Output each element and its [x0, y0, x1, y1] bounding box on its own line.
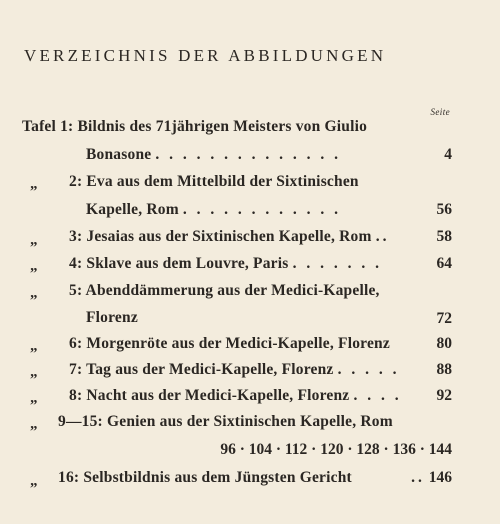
toc-entry-8	[69, 387, 402, 405]
toc-entry-title: Tag aus der Medici-Kapelle, Florenz	[86, 361, 334, 378]
toc-entry-7-page: 88	[436, 361, 452, 378]
toc-entry-4-page: 64	[436, 255, 452, 272]
toc-entry-title: Selbstbildnis aus dem Jüngsten Gericht	[83, 469, 352, 486]
toc-entry-2-line-1	[69, 173, 359, 191]
ditto-mark: „	[30, 232, 38, 248]
toc-entry-label: 16:	[58, 469, 80, 486]
toc-entry-label: 9—15:	[58, 413, 103, 430]
toc-entry-1-line-2	[86, 146, 341, 164]
leader-dots: . . . .	[353, 387, 402, 404]
toc-entry-3	[69, 228, 389, 246]
toc-entry-title: Abenddämmerung aus der Medici-Kapelle,	[85, 282, 380, 299]
toc-entry-6	[69, 335, 390, 353]
toc-entry-label: 6:	[69, 335, 83, 352]
toc-entry-label: Tafel 1:	[22, 118, 74, 135]
leader-dots: . . . . . . . . . . . . . .	[155, 146, 342, 163]
toc-entry-9-15	[58, 413, 393, 431]
toc-entry-8-page: 92	[436, 387, 452, 404]
toc-entry-3-page: 58	[436, 228, 452, 245]
toc-entry-4	[69, 255, 382, 273]
toc-entry-label: 4:	[69, 255, 83, 272]
ditto-mark: „	[30, 176, 38, 192]
ditto-mark: „	[30, 338, 38, 354]
toc-entry-title: Eva aus dem Mittelbild der Sixtinischen	[86, 173, 359, 190]
page-number: 146	[428, 469, 452, 486]
page-column-heading: Seite	[430, 107, 450, 117]
toc-entry-title: Genien aus der Sixtinischen Kapelle, Rom	[107, 413, 393, 430]
ditto-mark: „	[30, 285, 38, 301]
leader-dots: . . . . .	[337, 361, 400, 378]
ditto-mark: „	[30, 473, 38, 489]
toc-entry-5-page: 72	[436, 310, 452, 327]
toc-entry-16-page	[411, 469, 452, 487]
toc-entry-2-line-2	[86, 201, 341, 219]
toc-entry-title: Nacht aus der Medici-Kapelle, Florenz	[86, 387, 350, 404]
toc-entry-6-page: 80	[436, 335, 452, 352]
leader-dots: . . . . . . .	[292, 255, 382, 272]
toc-entry-title-cont: Kapelle, Rom	[86, 201, 179, 218]
toc-entry-7	[69, 361, 399, 379]
toc-entry-title: Sklave aus dem Louvre, Paris	[86, 255, 289, 272]
toc-entry-label: 5:	[69, 282, 83, 299]
toc-entry-title-cont: Bonasone	[86, 146, 152, 163]
toc-entry-title-cont: Florenz	[86, 309, 138, 326]
page-title: VERZEICHNIS DER ABBILDUNGEN	[24, 46, 387, 65]
ditto-mark: „	[30, 416, 38, 432]
ditto-mark: „	[30, 364, 38, 380]
toc-entry-label: 7:	[69, 361, 83, 378]
leader-dots: ..	[411, 469, 425, 486]
toc-entry-label: 2:	[69, 173, 83, 190]
toc-entry-label: 8:	[69, 387, 83, 404]
toc-entry-1-line-1	[22, 118, 367, 136]
toc-entry-title: Bildnis des 71jährigen Meisters von Giulio	[77, 118, 368, 135]
toc-entry-1-page: 4	[444, 146, 452, 163]
toc-entry-9-15-pages: 96 · 104 · 112 · 120 · 128 · 136 · 144	[220, 441, 452, 458]
toc-entry-16	[58, 469, 352, 487]
toc-entry-5-line-1	[69, 282, 380, 300]
toc-entry-2-page: 56	[436, 201, 452, 218]
toc-entry-label: 3:	[69, 228, 83, 245]
leader-dots: . . . . . . . . . . . .	[182, 201, 342, 218]
leader-dots: ..	[375, 228, 390, 245]
toc-entry-title: Jesaias aus der Sixtinischen Kapelle, Rom	[86, 228, 372, 245]
toc-entry-title: Morgenröte aus der Medici-Kapelle, Florenz	[86, 335, 390, 352]
ditto-mark: „	[30, 390, 38, 406]
toc-entry-5-line-2	[86, 309, 138, 327]
ditto-mark: „	[30, 258, 38, 274]
